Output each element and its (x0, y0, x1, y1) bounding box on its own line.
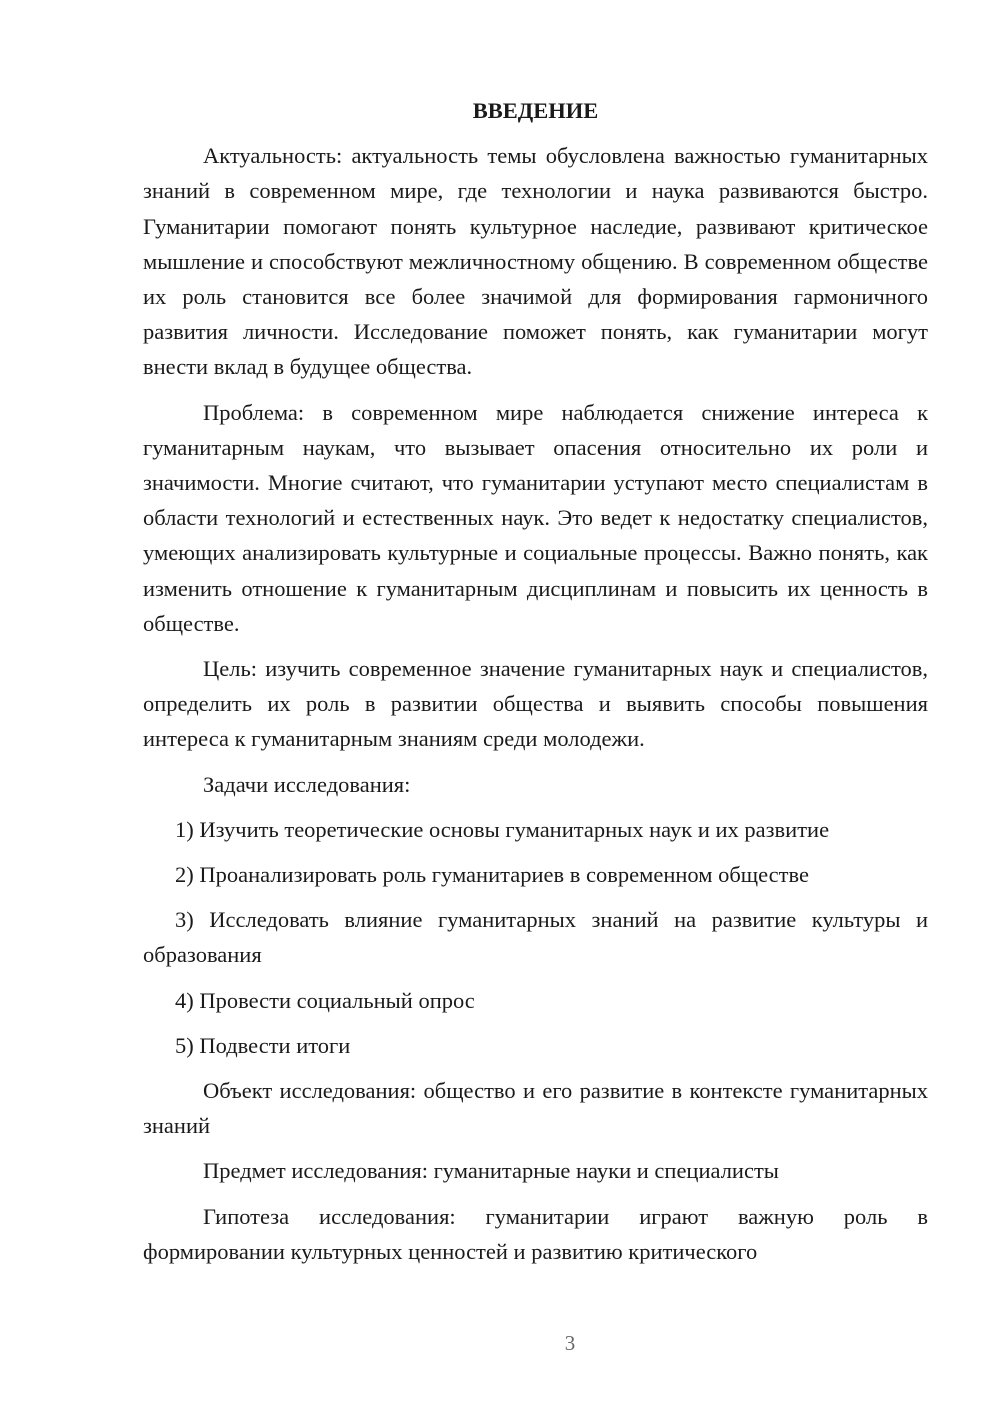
list-item: 1) Изучить теоретические основы гуманитарных наук и их развитие (175, 816, 830, 842)
list-item: 5) Подвести итоги (175, 1032, 351, 1058)
page-number: 3 (564, 1331, 576, 1355)
tasks-heading: Задачи исследования: (203, 771, 411, 797)
object-paragraph: Объект исследования: общество и его развитие в контексте гуманитарных знаний (143, 1078, 928, 1139)
page-content (143, 93, 928, 1279)
page-title: ВВЕДЕНИЕ (472, 98, 599, 123)
goal-paragraph: Цель: изучить современное значение гуманитарных наук и специалистов, определить их роль в развитии общества и выявить способы повышения интереса к гуманитарным знаниям среди молодежи. (143, 656, 928, 752)
relevance-paragraph: Актуальность: актуальность темы обусловлена важностью гуманитарных знаний в современном мире, где технологии и наука развиваются быстро. Гуманитарии помогают понять культурное наследие, развивают критическое мышление и способствуют межличностному общению. В современном обществе их роль становится все более значимой для формирования гармоничного развития личности. Исследование поможет понять, как гуманитарии могут внести вклад в будущее общества. (143, 143, 928, 380)
list-item: 4) Провести социальный опрос (175, 987, 475, 1013)
subject-paragraph: Предмет исследования: гуманитарные науки и специалисты (203, 1158, 779, 1184)
list-item: 3) Исследовать влияние гуманитарных знаний на развитие культуры и образования (143, 907, 928, 968)
problem-paragraph: Проблема: в современном мире наблюдается снижение интереса к гуманитарным наукам, что вызывает опасения относительно их роли и значимости. Многие считают, что гуманитарии уступают место специалистам в области технологий и естественных наук. Это ведет к недостатку специалистов, умеющих анализировать культурные и социальные процессы. Важно понять, как изменить отношение к гуманитарным дисциплинам и повысить их ценность в обществе. (143, 399, 928, 636)
list-item: 2) Проанализировать роль гуманитариев в современном обществе (175, 862, 809, 888)
tasks-list (143, 812, 928, 1063)
hypothesis-paragraph: Гипотеза исследования: гуманитарии играют важную роль в формировании культурных ценностей и развитию критического (143, 1203, 928, 1264)
